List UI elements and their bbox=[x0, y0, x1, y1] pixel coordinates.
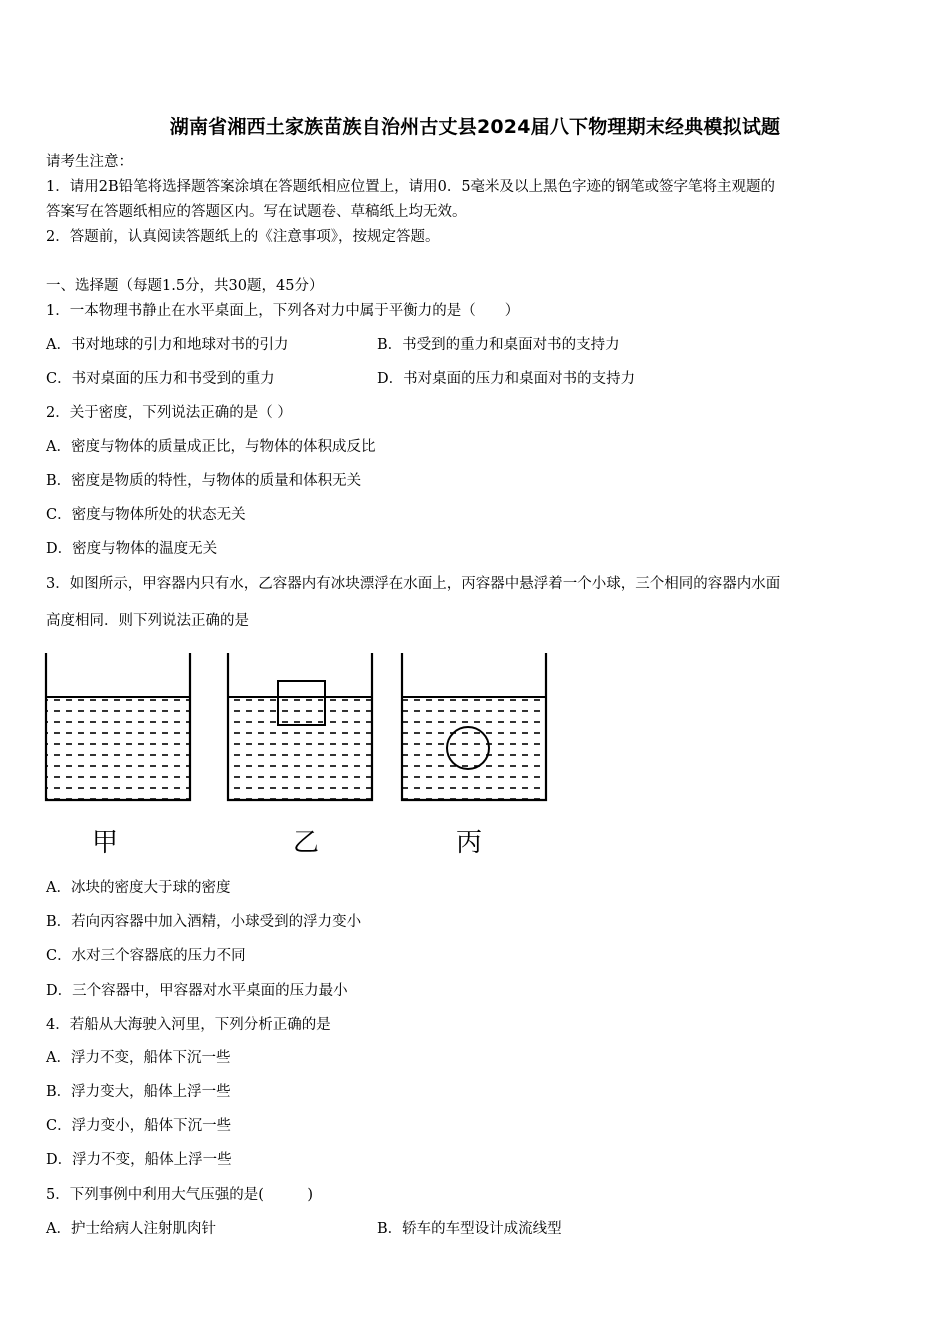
container-jia bbox=[46, 653, 190, 800]
q3-stem-line-1: 3．如图所示，甲容器内只有水，乙容器内有冰块漂浮在水面上，丙容器中悬浮着一个小球，三个相同的容器内水面 bbox=[46, 576, 781, 592]
q4-option-a: A．浮力不变，船体下沉一些 bbox=[46, 1050, 231, 1066]
figure-label-bing: 丙 bbox=[456, 828, 483, 858]
q3-option-c: C．水对三个容器底的压力不同 bbox=[46, 948, 246, 964]
notice-item-2: 2．答题前，认真阅读答题纸上的《注意事项》，按规定答题。 bbox=[46, 229, 440, 245]
figure-label-jia: 甲 bbox=[92, 828, 119, 858]
q5-stem: 5．下列事例中利用大气压强的是( ) bbox=[46, 1187, 314, 1203]
figure-label-yi: 乙 bbox=[293, 828, 320, 858]
q1-option-d: D．书对桌面的压力和桌面对书的支持力 bbox=[377, 371, 636, 387]
q2-stem: 2．关于密度，下列说法正确的是（ ） bbox=[46, 405, 292, 421]
q2-option-a: A．密度与物体的质量成正比，与物体的体积成反比 bbox=[46, 439, 376, 455]
q2-option-b: B．密度是物质的特性，与物体的质量和体积无关 bbox=[46, 473, 362, 489]
q1-stem: 1．一本物理书静止在水平桌面上，下列各对力中属于平衡力的是（ ） bbox=[46, 303, 520, 319]
q3-figure bbox=[40, 650, 560, 870]
q3-stem-line-2: 高度相同．则下列说法正确的是 bbox=[46, 613, 249, 629]
q5-option-a: A．护士给病人注射肌肉针 bbox=[46, 1221, 216, 1237]
q2-option-c: C．密度与物体所处的状态无关 bbox=[46, 507, 246, 523]
section-heading: 一、选择题（每题1.5分，共30题，45分） bbox=[46, 278, 324, 294]
q4-stem: 4．若船从大海驶入河里，下列分析正确的是 bbox=[46, 1017, 331, 1033]
containers-diagram bbox=[40, 650, 560, 810]
page-title: 湖南省湘西土家族苗族自治州古丈县2024届八下物理期末经典模拟试题 bbox=[169, 116, 781, 138]
q5-option-b: B．轿车的车型设计成流线型 bbox=[377, 1221, 562, 1237]
q4-option-d: D．浮力不变，船体上浮一些 bbox=[46, 1152, 232, 1168]
notice-heading: 请考生注意： bbox=[46, 154, 133, 170]
q2-option-d: D．密度与物体的温度无关 bbox=[46, 541, 218, 557]
q1-option-a: A．书对地球的引力和地球对书的引力 bbox=[46, 337, 289, 353]
q4-option-b: B．浮力变大，船体上浮一些 bbox=[46, 1084, 231, 1100]
q1-option-b: B．书受到的重力和桌面对书的支持力 bbox=[377, 337, 620, 353]
container-yi bbox=[228, 653, 372, 800]
q4-option-c: C．浮力变小，船体下沉一些 bbox=[46, 1118, 232, 1134]
q3-option-d: D．三个容器中，甲容器对水平桌面的压力最小 bbox=[46, 983, 348, 999]
q3-option-b: B．若向丙容器中加入酒精，小球受到的浮力变小 bbox=[46, 914, 362, 930]
notice-item-1-line-2: 答案写在答题纸相应的答题区内。写在试题卷、草稿纸上均无效。 bbox=[46, 204, 467, 220]
notice-item-1-line-1: 1．请用2B铅笔将选择题答案涂填在答题纸相应位置上，请用0．5毫米及以上黑色字迹的钢笔或签字笔将主观题的 bbox=[46, 179, 776, 195]
q1-option-c: C．书对桌面的压力和书受到的重力 bbox=[46, 371, 275, 387]
container-bing bbox=[402, 653, 546, 800]
q3-option-a: A．冰块的密度大于球的密度 bbox=[46, 880, 231, 896]
